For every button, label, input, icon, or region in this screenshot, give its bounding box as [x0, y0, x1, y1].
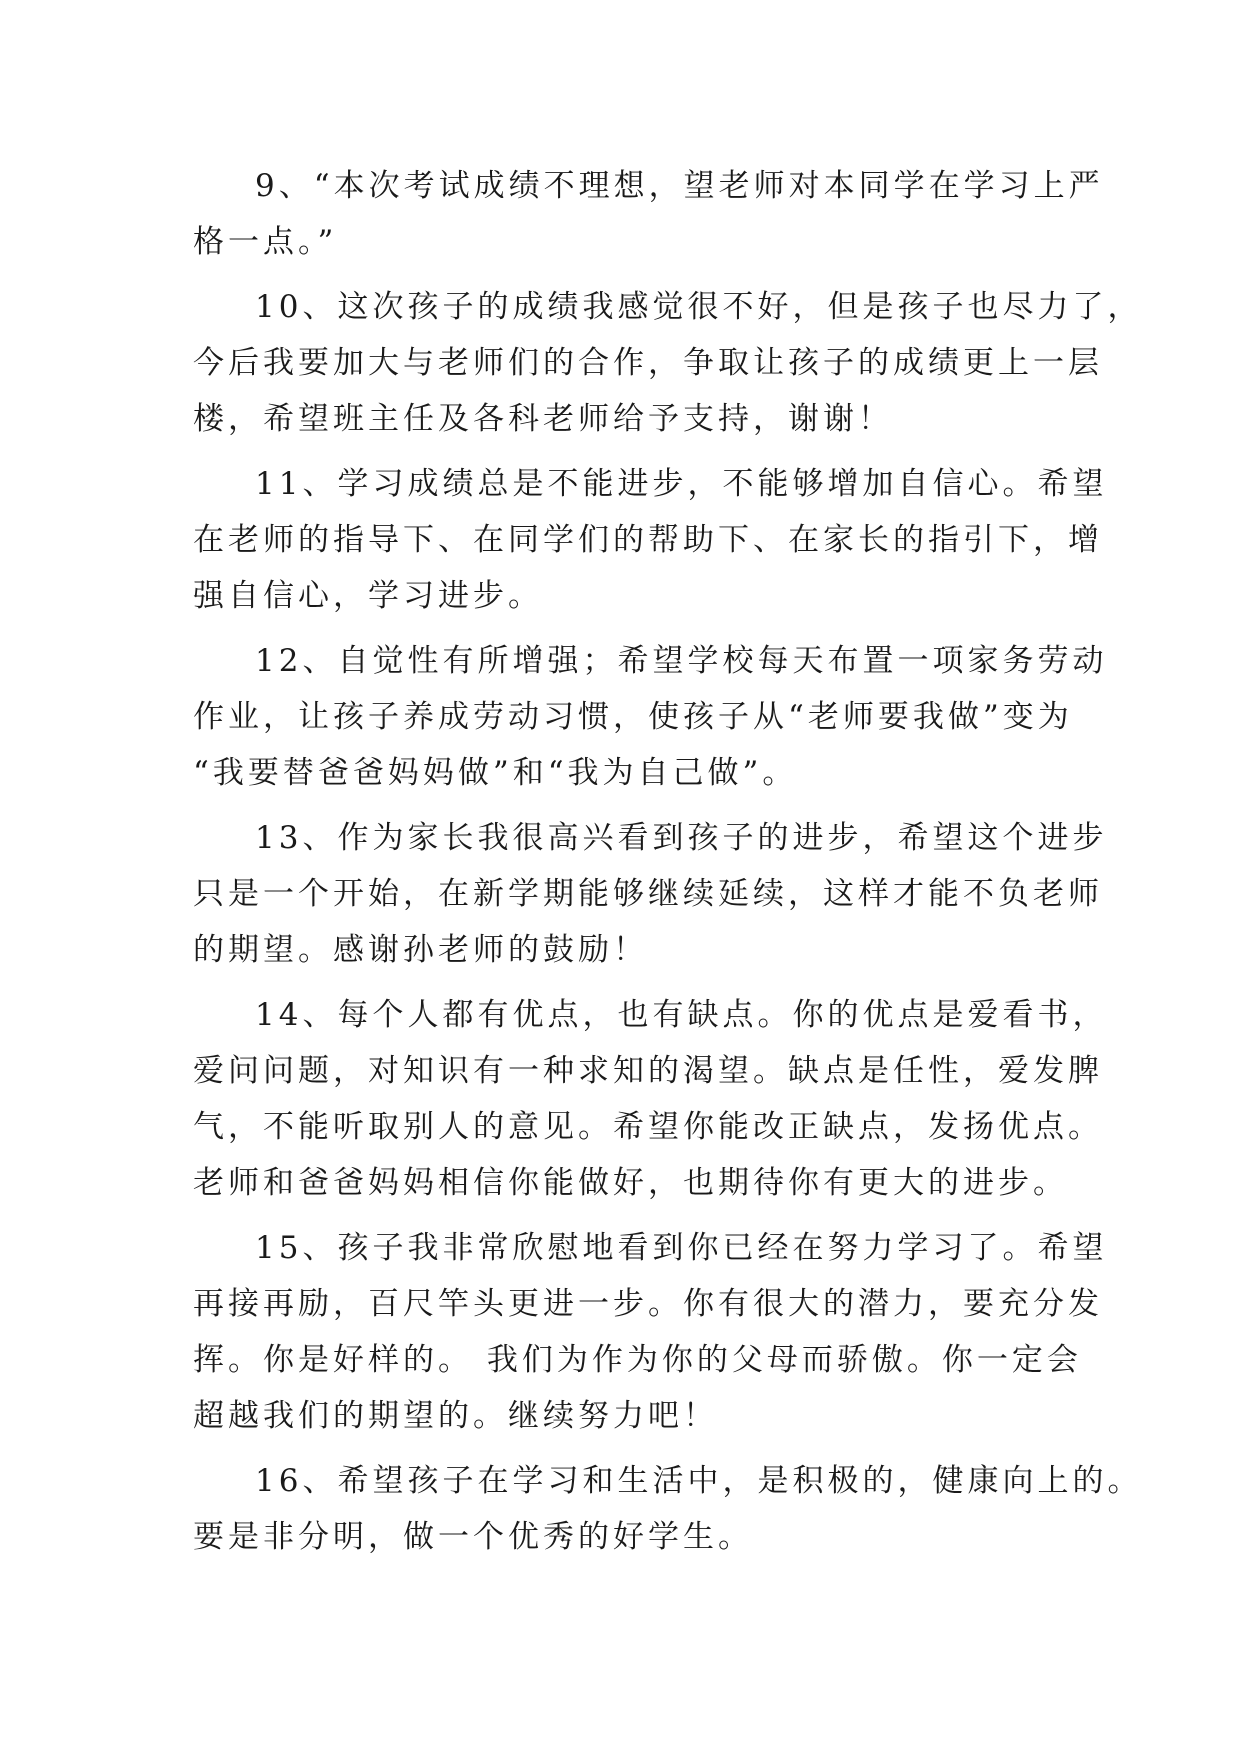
paragraph-line: 气，不能听取别人的意见。希望你能改正缺点，发扬优点。 [193, 1109, 1103, 1145]
paragraph-11 [193, 456, 1108, 624]
paragraph-line: 再接再励，百尺竿头更进一步。你有很大的潜力，要充分发 [193, 1286, 1103, 1322]
paragraph-line: 要是非分明，做一个优秀的好学生。 [193, 1519, 753, 1555]
paragraph-13 [193, 810, 1108, 978]
paragraph-9 [193, 158, 1104, 270]
paragraph-line: 强自信心，学习进步。 [193, 578, 543, 614]
paragraph-line: 10、这次孩子的成绩我感觉很不好，但是孩子也尽力了， [255, 289, 1143, 325]
paragraph-line: 挥。你是好样的。 我们为作为你的父母而骄傲。你一定会 [193, 1342, 1082, 1378]
paragraph-line: 14、每个人都有优点，也有缺点。你的优点是爱看书， [255, 997, 1108, 1033]
paragraph-line: 13、作为家长我很高兴看到孩子的进步，希望这个进步 [255, 820, 1108, 856]
paragraph-line: 爱问问题，对知识有一种求知的渴望。缺点是任性，爱发脾 [193, 1053, 1103, 1089]
paragraph-line: 9、“本次考试成绩不理想，望老师对本同学在学习上严 [255, 168, 1104, 204]
document-body [193, 158, 1143, 1574]
paragraph-15 [193, 1220, 1108, 1444]
paragraph-line: 的期望。感谢孙老师的鼓励！ [193, 932, 648, 968]
paragraph-line: 12、自觉性有所增强；希望学校每天布置一项家务劳动 [255, 643, 1108, 679]
paragraph-line: 楼，希望班主任及各科老师给予支持，谢谢！ [193, 401, 893, 437]
paragraph-line: 作业，让孩子养成劳动习惯，使孩子从“老师要我做”变为 [193, 699, 1073, 735]
paragraph-line: 11、学习成绩总是不能进步，不能够增加自信心。希望 [255, 466, 1108, 502]
paragraph-line: 15、孩子我非常欣慰地看到你已经在努力学习了。希望 [255, 1230, 1108, 1266]
paragraph-line: 今后我要加大与老师们的合作，争取让孩子的成绩更上一层 [193, 345, 1103, 381]
paragraph-line: 16、希望孩子在学习和生活中，是积极的，健康向上的。 [255, 1463, 1143, 1499]
paragraph-12 [193, 633, 1108, 801]
paragraph-line: 在老师的指导下、在同学们的帮助下、在家长的指引下，增 [193, 522, 1103, 558]
paragraph-line: 超越我们的期望的。继续努力吧！ [193, 1398, 718, 1434]
paragraph-10 [193, 279, 1143, 447]
paragraph-16 [193, 1453, 1143, 1565]
paragraph-line: 老师和爸爸妈妈相信你能做好，也期待你有更大的进步。 [193, 1165, 1068, 1201]
paragraph-line: 只是一个开始，在新学期能够继续延续，这样才能不负老师 [193, 876, 1103, 912]
paragraph-14 [193, 987, 1108, 1211]
paragraph-line: 格一点。” [193, 224, 338, 260]
paragraph-line: “我要替爸爸妈妈做”和“我为自己做”。 [193, 755, 798, 791]
